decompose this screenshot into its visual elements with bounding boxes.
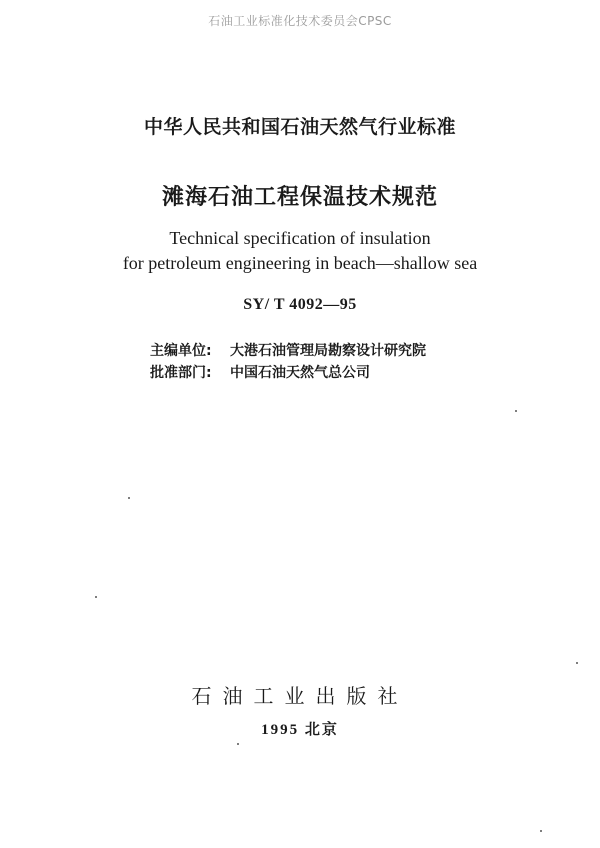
publisher-name: 石油工业出版社: [191, 684, 409, 708]
scan-speck: [540, 830, 542, 832]
approving-dept-label: 批准部门:: [150, 365, 212, 381]
document-title-english-line2: for petroleum engineering in beach—shallow sea: [122, 253, 478, 273]
scan-speck: [576, 662, 578, 664]
drafting-unit-value: 大港石油管理局勘察设计研究院: [230, 343, 426, 359]
scan-speck: [95, 596, 97, 598]
scan-speck: [128, 497, 130, 499]
scan-speck: [237, 743, 239, 745]
watermark-text: 石油工业标准化技术委员会CPSC: [208, 14, 392, 28]
scan-speck: [515, 410, 517, 412]
approving-dept-row: [150, 362, 370, 382]
drafting-unit-label: 主编单位:: [150, 343, 212, 359]
publication-date-place: 1995 北京: [261, 722, 339, 738]
standard-type-heading: 中华人民共和国石油天然气行业标准: [143, 116, 456, 138]
approving-dept-value: 中国石油天然气总公司: [230, 365, 370, 381]
drafting-unit-row: [150, 340, 426, 360]
document-title-chinese: 滩海石油工程保温技术规范: [161, 185, 438, 210]
document-title-english-line1: Technical specification of insulation: [169, 228, 431, 248]
standard-code: SY/ T 4092—95: [243, 296, 357, 313]
